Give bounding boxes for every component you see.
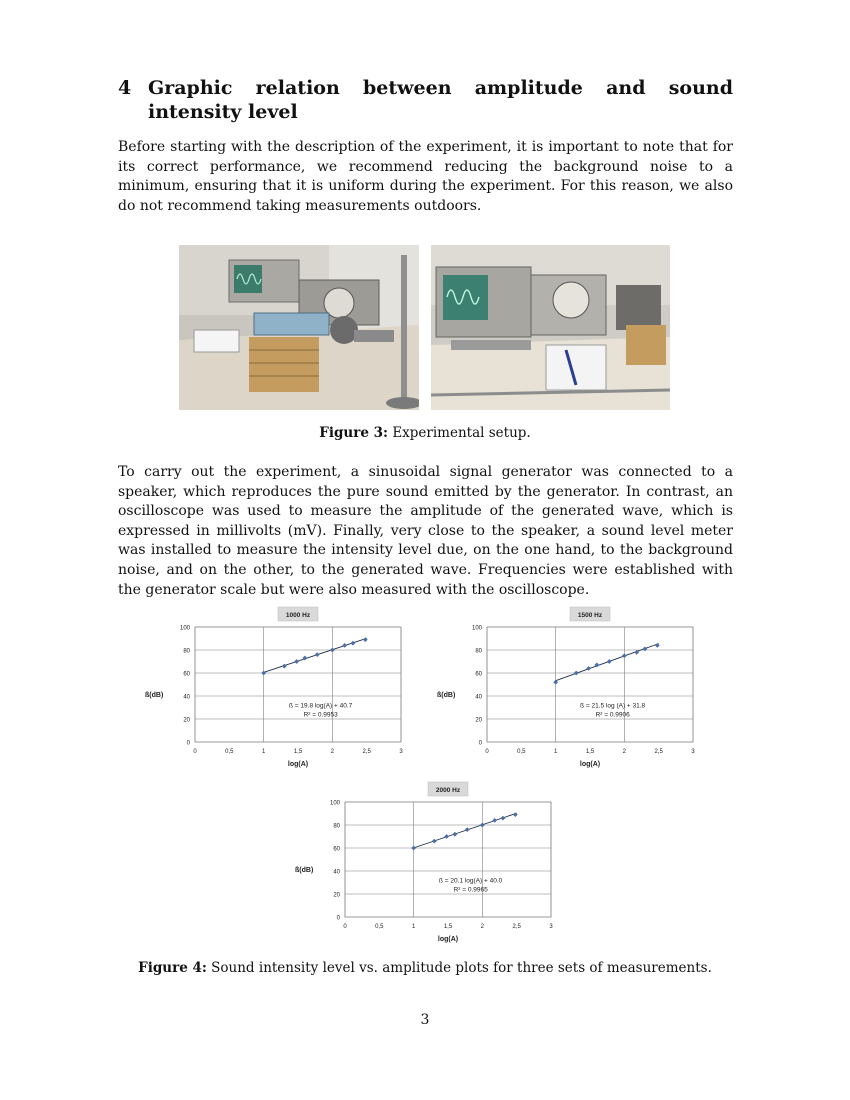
plot-frame xyxy=(195,627,401,742)
x-tick-label: 1 xyxy=(553,749,558,755)
data-point xyxy=(622,653,627,658)
y-tick-label: 40 xyxy=(333,869,340,876)
method-paragraph: To carry out the experiment, a sinusoidal signal generator was connected to a speaker, which reproduces the pure sound emitted by the generator. In contrast, an oscilloscope was used to measure the amplitude of the generated wave, which is expressed in millivolts (mV). Finally, very close to the speaker, a sound level meter was installed to measure the intensity level due, on the one hand, to the background noise, and on the other, to the generated wave. Frequencies were established with the generator scale but were also measured with the oscilloscope. xyxy=(118,464,733,598)
data-point xyxy=(465,827,470,832)
setup-photo-left xyxy=(179,245,419,410)
setup-photo-right xyxy=(431,245,670,410)
data-point xyxy=(480,823,485,828)
y-tick-label: 60 xyxy=(475,671,482,678)
data-point xyxy=(432,839,437,844)
chart-title: 2000 Hz xyxy=(435,787,461,794)
y-tick-label: 60 xyxy=(333,846,340,853)
figure3-caption xyxy=(0,425,850,441)
data-point xyxy=(261,671,266,676)
y-tick-label: 0 xyxy=(478,740,482,747)
y-tick-label: 0 xyxy=(336,915,340,922)
chart-title: 1000 Hz xyxy=(285,612,311,619)
figure4-text: Sound intensity level vs. amplitude plots for three sets of measurements. xyxy=(211,960,712,976)
data-point xyxy=(492,818,497,823)
x-tick-label: 1,5 xyxy=(293,749,303,755)
x-tick-label: 2,5 xyxy=(362,749,371,755)
chart-1000hz-svg xyxy=(145,605,403,768)
x-tick-label: 0,5 xyxy=(517,749,526,755)
plot-frame xyxy=(345,802,551,917)
data-point xyxy=(294,659,299,664)
y-tick-label: 100 xyxy=(179,625,190,632)
data-point xyxy=(501,816,506,821)
chart-2000hz xyxy=(295,780,553,943)
data-point xyxy=(643,646,648,651)
chart-2000hz-svg xyxy=(295,780,553,943)
x-tick-label: 1,5 xyxy=(585,749,595,755)
x-axis-label: log(A) xyxy=(287,761,309,768)
plot-frame xyxy=(487,627,693,742)
data-point xyxy=(330,648,335,653)
y-tick-label: 80 xyxy=(183,648,190,655)
x-tick-label: 2 xyxy=(480,924,485,930)
y-tick-label: 0 xyxy=(186,740,190,747)
chart-1500hz-svg xyxy=(437,605,695,768)
x-tick-label: 0 xyxy=(485,749,489,755)
data-point xyxy=(282,664,287,669)
x-tick-label: 3 xyxy=(399,749,403,755)
y-tick-label: 20 xyxy=(183,717,190,724)
data-point xyxy=(513,812,518,817)
x-axis-label: log(A) xyxy=(437,936,459,943)
y-axis-label: ß(dB) xyxy=(145,692,164,699)
x-tick-label: 2 xyxy=(622,749,627,755)
data-point xyxy=(315,652,320,657)
y-axis-label: ß(dB) xyxy=(295,867,314,874)
x-tick-label: 1 xyxy=(411,924,416,930)
section-title: Graphic relation between amplitude and sound intensity level xyxy=(148,77,733,123)
section-number: 4 xyxy=(118,77,132,99)
y-tick-label: 60 xyxy=(183,671,190,678)
y-tick-label: 40 xyxy=(475,694,482,701)
chart-1000hz xyxy=(145,605,403,768)
data-point xyxy=(363,637,368,642)
intro-paragraph: Before starting with the description of the experiment, it is important to note that for its correct performance, we recommend reducing the background noise to a minimum, ensuring that it is uniform during the experiment. For this reason, we also do not recommend taking measurements outdoors. xyxy=(118,139,733,214)
fit-equation: ß = 19.8 log(A) + 40.7 xyxy=(289,702,353,710)
x-axis-label: log(A) xyxy=(579,761,601,768)
fit-equation: ß = 21.5 log (A) + 31.8 xyxy=(580,702,646,710)
x-tick-label: 0,5 xyxy=(375,924,384,930)
data-point xyxy=(351,641,356,646)
fit-r-squared: R² = 0.9965 xyxy=(453,886,488,894)
figure4-label: Figure 4: xyxy=(138,960,207,976)
x-tick-label: 2,5 xyxy=(654,749,663,755)
x-tick-label: 1,5 xyxy=(443,924,453,930)
fit-r-squared: R² = 0.9953 xyxy=(303,711,338,719)
chart-1500hz xyxy=(437,605,695,768)
data-point xyxy=(607,659,612,664)
section-heading xyxy=(118,76,733,124)
y-tick-label: 80 xyxy=(333,823,340,830)
fit-equation: ß = 20.1 log(A) + 40.0 xyxy=(439,877,503,885)
y-tick-label: 100 xyxy=(471,625,482,632)
page-number: 3 xyxy=(420,1012,430,1028)
data-point xyxy=(411,846,416,851)
y-tick-label: 100 xyxy=(329,800,340,807)
fit-r-squared: R² = 0.9906 xyxy=(595,711,630,719)
x-tick-label: 0 xyxy=(343,924,347,930)
y-tick-label: 20 xyxy=(475,717,482,724)
data-point xyxy=(586,666,591,671)
x-tick-label: 3 xyxy=(549,924,553,930)
y-tick-label: 20 xyxy=(333,892,340,899)
y-axis-label: ß(dB) xyxy=(437,692,456,699)
data-point xyxy=(444,834,449,839)
data-point xyxy=(655,643,660,648)
chart-title: 1500 Hz xyxy=(577,612,603,619)
figure4-caption xyxy=(0,960,850,976)
x-tick-label: 2,5 xyxy=(512,924,521,930)
x-tick-label: 2 xyxy=(330,749,335,755)
figure3-text: Experimental setup. xyxy=(392,425,531,441)
x-tick-label: 1 xyxy=(261,749,266,755)
data-point xyxy=(574,671,579,676)
x-tick-label: 3 xyxy=(691,749,695,755)
data-point xyxy=(342,643,347,648)
y-tick-label: 80 xyxy=(475,648,482,655)
x-tick-label: 0 xyxy=(193,749,197,755)
data-point xyxy=(452,832,457,837)
figure3-label: Figure 3: xyxy=(319,425,389,441)
y-tick-label: 40 xyxy=(183,694,190,701)
x-tick-label: 0,5 xyxy=(225,749,234,755)
